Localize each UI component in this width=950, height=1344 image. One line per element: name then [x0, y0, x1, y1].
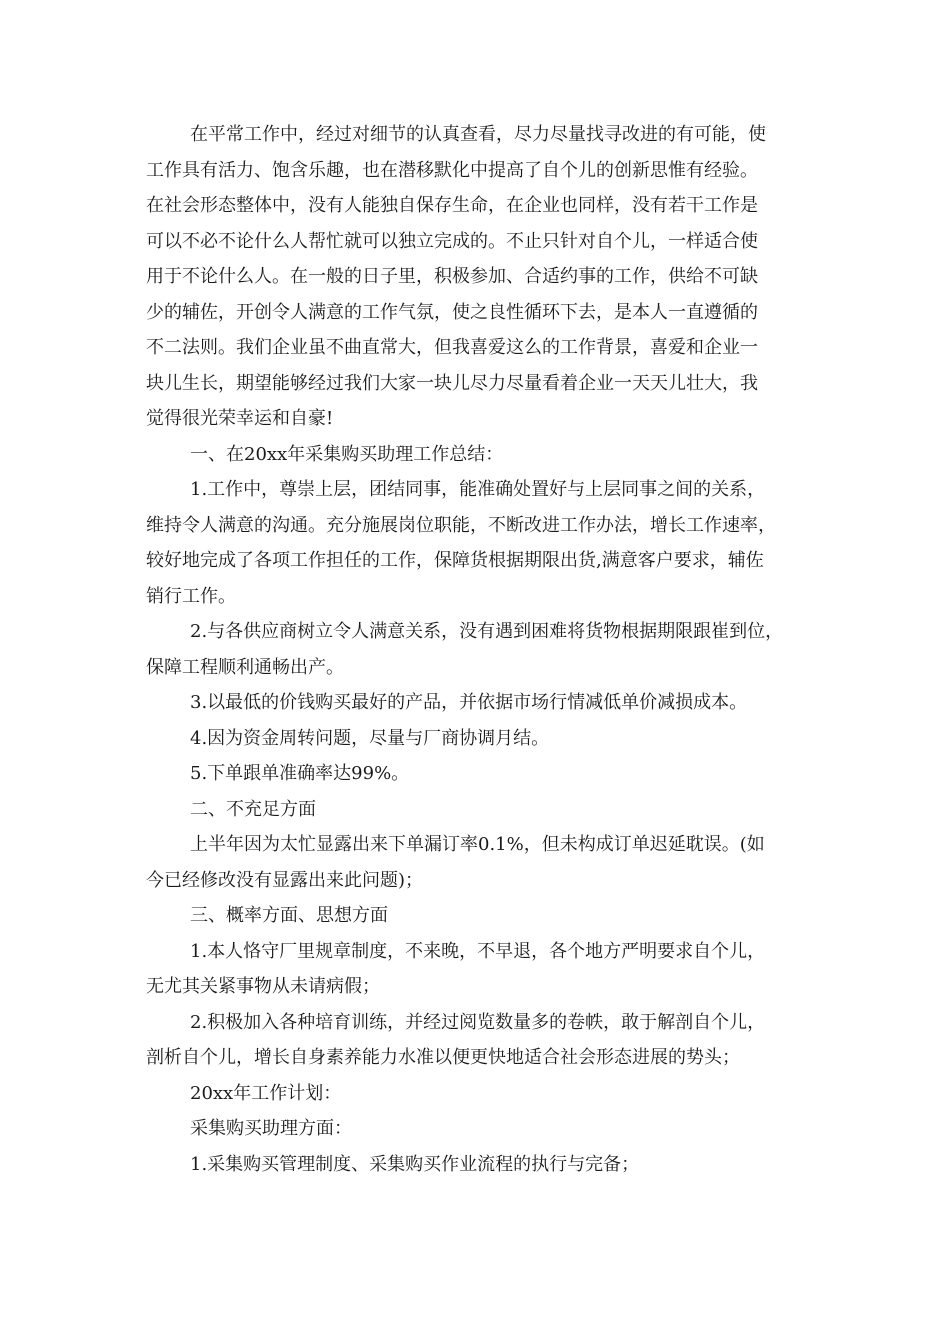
list-item-line: 5.下单跟单准确率达99%。	[190, 763, 410, 784]
list-item-line: 剖析自个儿，增长自身素养能力水准以便更快地适合社会形态进展的势头；	[146, 1047, 740, 1068]
list-item-line: 1.本人恪守厂里规章制度，不来晚，不早退，各个地方严明要求自个儿，	[190, 940, 766, 962]
paragraph-line: 在社会形态整体中，没有人能独自保存生命，在企业也同样，没有若干工作是	[146, 195, 758, 216]
paragraph-line: 上半年因为太忙显露出来下单漏订率0.1%，但未构成订单迟延耽误。(如	[190, 834, 765, 855]
list-item-line: 1.采集购买管理制度、采集购买作业流程的执行与完备；	[190, 1153, 640, 1175]
paragraph-line: 少的辅佐，开创令人满意的工作气氛，使之良性循环下去，是本人一直遵循的	[146, 301, 758, 323]
list-item-line: 2.积极加入各种培育训练，并经过阅览数量多的卷帙，敢于解剖自个儿，	[190, 1011, 766, 1033]
list-item-line: 维持令人满意的沟通。充分施展岗位职能，不断改进工作办法，增长工作速率，	[146, 514, 776, 536]
list-item-line: 较好地完成了各项工作担任的工作，保障货根据期限出货,满意客户要求，辅佐	[146, 550, 764, 571]
paragraph-line: 觉得很光荣幸运和自豪!	[146, 408, 334, 429]
section-heading: 采集购买助理方面：	[190, 1118, 352, 1139]
paragraph-line: 用于不论什么人。在一般的日子里，积极参加、合适约事的工作，供给不可缺	[146, 266, 758, 287]
document-body	[146, 117, 816, 1182]
list-item-line: 3.以最低的价钱购买最好的产品，并依据市场行情减低单价减损成本。	[190, 692, 748, 713]
paragraph-line: 不二法则。我们企业虽不曲直常大，但我喜爱这么的工作背景，喜爱和企业一	[146, 337, 758, 358]
paragraph-line: 块儿生长，期望能够经过我们大家一块儿尽力尽量看着企业一天天儿壮大，我	[146, 372, 758, 394]
paragraph-line: 可以不必不论什么人帮忙就可以独立完成的。不止只针对自个儿，一样适合使	[146, 230, 758, 252]
paragraph-line: 在平常工作中，经过对细节的认真查看，尽力尽量找寻改进的有可能，使	[190, 124, 766, 145]
list-item-line: 保障工程顺利通畅出产。	[146, 656, 344, 678]
section-heading: 一、在20xx年采集购买助理工作总结：	[190, 443, 504, 465]
list-item-line: 4.因为资金周转问题，尽量与厂商协调月结。	[190, 727, 550, 749]
list-item-line: 无尤其关紧事物从未请病假；	[146, 976, 380, 997]
section-heading: 20xx年工作计划：	[190, 1082, 342, 1104]
section-heading: 二、不充足方面	[190, 798, 316, 820]
list-item-line: 2.与各供应商树立令人满意关系，没有遇到困难将货物根据期限跟崔到位，	[190, 621, 784, 642]
list-item-line: 销行工作。	[146, 585, 236, 607]
section-heading: 三、概率方面、思想方面	[190, 905, 388, 926]
paragraph-line: 今已经修改没有显露出来此问题)；	[146, 869, 424, 891]
paragraph-line: 工作具有活力、饱含乐趣，也在潜移默化中提高了自个儿的创新思惟有经验。	[146, 159, 758, 181]
list-item-line: 1.工作中，尊崇上层，团结同事，能准确处置好与上层同事之间的关系，	[190, 479, 766, 500]
